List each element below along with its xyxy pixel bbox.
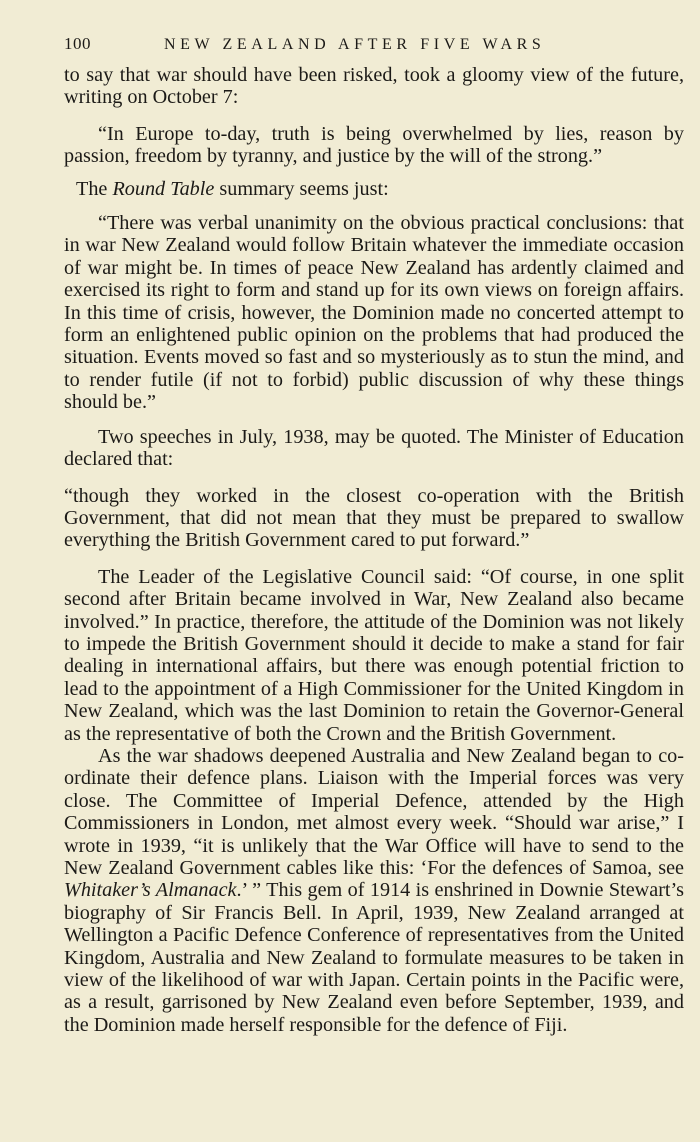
paragraph-speeches: Two speeches in July, 1938, may be quoted. The Minister of Education declared that: [64, 425, 684, 471]
book-page [64, 34, 684, 1036]
quotation-europe: “In Europe to-day, truth is being overwhelmed by lies, reason by passion, freedom by tyranny, and justice by the will of the strong.” [64, 122, 684, 168]
paragraph-round-table [64, 178, 684, 200]
paragraph-legislative-council: The Leader of the Legislative Council said: “Of course, in one split second after Britain became involved in War, New Zealand also became involved.” In practice, therefore, the attitude of the Dominion was not likely to impede the British Government should it decide to make a stand for fair dealing in international affairs, but there was enough potential friction to lead to the appointment of a High Commissioner for the United Kingdom in New Zealand, which was the last Dominion to retain the Governor-General as the representative of both the Crown and the British Government. [64, 565, 684, 745]
round-table-title: Round Table [112, 177, 215, 200]
running-title: NEW ZEALAND AFTER FIVE WARS [164, 36, 546, 53]
quotation-round-table: “There was verbal unanimity on the obvious practical conclusions: that in war New Zealand would follow Britain whatever the immediate occasion of war might be. In times of peace New Zealand has ardently claimed and exercised its right to form and stand up for its own views on foreign affairs. In this time of crisis, however, the Dominion made no concerted attempt to form an enlightened public opinion on the problems that had produced the situation. Events moved so fast and so mysteriously as to stun the mind, and to render futile (if not to forbid) public discussion of why these things should be.” [64, 212, 684, 414]
page-header [64, 34, 684, 60]
page-number: 100 [64, 34, 91, 53]
paragraph-war-shadows [64, 745, 684, 1036]
whitakers-almanack-title: Whitaker’s Almanack [64, 879, 237, 902]
round-table-text-after: summary seems just: [214, 177, 389, 200]
war-shadows-text-after: .’ ” This gem of 1914 is enshrined in Downie Stewart’s biography of Sir Francis Bell. In April, 1939, New Zealand arranged at Wellington a Pacific Defence Conference of representatives from the United Kingdom, Australia and New Zealand to formulate measures to be taken in view of the likelihood of war with Japan. Certain points in the Pacific were, as a result, garrisoned by New Zealand even before September, 1939, and the Dominion made herself responsible for the defence of Fiji. [64, 879, 685, 1036]
war-shadows-text-before: As the war shadows deepened Australia and New Zealand began to co-ordinate their defence plans. Liaison with the Imperial forces was very close. The Committee of Imperial Defence, attended by the High Commissioners in London, met almost every week. “Should war arise,” I wrote in 1939, “it is unlikely that the War Office will have to send to the New Zealand Government cables like this: ‘For the defences of Samoa, see [64, 744, 684, 879]
paragraph-continuation: to say that war should have been risked, took a gloomy view of the future, writing on October 7: [64, 64, 684, 109]
round-table-text-before: The [76, 177, 113, 200]
quotation-minister: “though they worked in the closest co-operation with the British Government, that did not mean that they must be prepared to swallow everything the British Government cared to put forward.” [64, 484, 684, 552]
